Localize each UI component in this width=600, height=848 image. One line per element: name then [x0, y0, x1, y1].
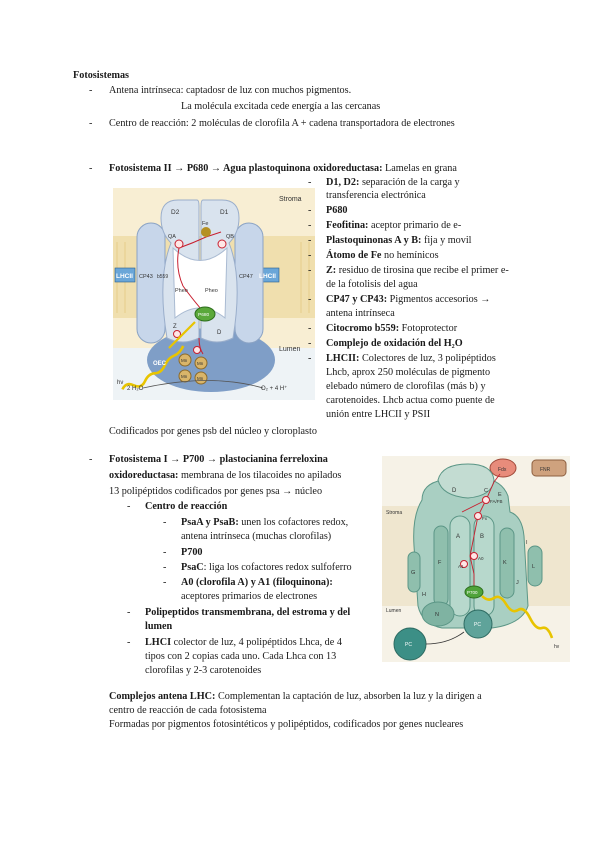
intro-line: Antena intrínseca: captadosr de luz con muchos pigmentos.: [109, 85, 352, 96]
intro-line: Centro de reacción: 2 moléculas de clorofila A + cadena transportadora de electrones: [109, 118, 455, 129]
label-h: H: [422, 592, 426, 598]
label-k: K: [503, 560, 507, 566]
a0-cofactor: [471, 553, 478, 560]
ps2-item: - Z: residuo de tirosina que recibe el primer e-: [308, 265, 509, 276]
ps2-footer: Codificados por genes psb del núcleo y cloroplasto: [109, 426, 317, 437]
hv-label: hν: [117, 380, 124, 386]
ps1-sub-item: A0 (clorofila A) y A1 (filoquinona):: [181, 577, 333, 588]
ps1-stroma-label: Stroma: [386, 510, 403, 516]
ps1-line: 13 polipéptidos codificados por genes psa → núcleo: [109, 486, 323, 497]
label-fab: FA/FB: [490, 499, 503, 504]
d-label: D: [217, 330, 222, 336]
fe-cofactor: [201, 227, 211, 237]
label-a1: A1: [458, 564, 464, 569]
pheo-left-label: Pheo: [175, 288, 188, 294]
label-fx: Fx: [482, 516, 487, 521]
ps1-dash: -: [127, 607, 131, 618]
qa-cofactor: [175, 240, 183, 248]
label-j: J: [516, 580, 519, 586]
fe-label: Fe: [202, 221, 209, 227]
label-g: G: [411, 570, 416, 576]
d2-label: D2: [171, 209, 180, 216]
qb-label: QB: [226, 234, 234, 240]
fab-cofactor: [483, 497, 490, 504]
ps1-sub-dash: -: [163, 577, 167, 588]
lhc-line: centro de reacción de cada fotosistema: [109, 705, 267, 716]
cp43-shape: [137, 223, 165, 343]
photosystem-i-diagram: [382, 456, 570, 662]
photosystem-ii-diagram: [113, 188, 315, 400]
ps2-item: - D1, D2: separación de la carga y: [308, 177, 460, 188]
ps2-item: - CP47 y CP43: Pigmentos accesorios →: [308, 294, 491, 305]
ps1-dash: -: [89, 454, 93, 465]
cp43-label: CP43: [139, 274, 153, 280]
label-i: I: [526, 540, 528, 546]
ps2-item: - Feofitina: aceptor primario de e-: [308, 220, 462, 231]
qb-cofactor: [218, 240, 226, 248]
ps2-item: - LHCII: Colectores de luz, 3 polipéptidos: [308, 353, 496, 364]
intro-line: La molécula excitada cede energía a las cercanas: [181, 101, 381, 112]
label-l: L: [532, 564, 536, 570]
water-label: 2 H₂O: [127, 386, 144, 392]
lhci-line: LHCI colector de luz, 4 polipéptidos Lhca, de 4: [145, 637, 342, 648]
mn-label: Mn: [197, 376, 204, 381]
ps2-item: de la fotolisis del agua: [326, 279, 418, 290]
label-e: E: [498, 492, 502, 498]
subunit-b: [474, 516, 494, 616]
label-pc-bound: PC: [474, 622, 481, 628]
label-p700: P700: [467, 590, 478, 595]
cp47-label: CP47: [239, 274, 253, 280]
ps2-item: unión entre LHCII y PSII: [326, 409, 431, 420]
intro-dash: -: [89, 85, 93, 96]
ps2-item: transferencia electrónica: [326, 190, 426, 201]
cp47-shape: [235, 223, 263, 343]
ps1-title-line2: oxidoreductasa: membrana de los tilacoides no apilados: [109, 470, 342, 481]
ps1-sub-item: aceptores primarios de electrones: [181, 591, 318, 602]
ps2-item: - Citocromo b559: Fotoprotector: [308, 323, 458, 334]
mn-label: Mn: [181, 358, 188, 363]
lumen-label: Lumen: [279, 346, 301, 353]
ps2-item: elebado número de clorofilas (más b) y: [326, 381, 486, 392]
lhc-line: Complejos antena LHC: Complementan la captación de luz, absorben la luz y la dirigen a: [109, 691, 482, 702]
ps2-item: - Átomo de Fe no hemínicos: [308, 250, 439, 261]
stroma-label: Stroma: [279, 196, 302, 203]
ps1-sub-item: PsaC: liga los cofactores redox sulfoferro: [181, 562, 352, 573]
fnr-label: FNR: [540, 467, 551, 473]
ps1-lumen-label: Lumen: [386, 608, 402, 614]
ps1-sub-dash: -: [163, 562, 167, 573]
label-n: N: [435, 612, 439, 618]
label-a0: A0: [478, 556, 484, 561]
ps1-hv-label: hν: [554, 644, 560, 650]
pheo-right-label: Pheo: [205, 288, 218, 294]
d-cofactor: [194, 347, 201, 354]
ps2-item: Lhcb, aprox 250 moléculas de pigmento: [326, 367, 491, 378]
label-c: C: [484, 488, 488, 494]
section-heading: Fotosistemas: [73, 70, 130, 81]
ps1-dash: -: [127, 501, 131, 512]
ps2-item: - Complejo de oxidación del H₂O: [308, 338, 463, 349]
label-a: A: [456, 534, 461, 540]
ps2-item: antena intrínseca: [326, 308, 395, 319]
subunit-f: [434, 526, 448, 606]
lhcii-left-label: LHCII: [116, 273, 133, 280]
ps2-item-list: [308, 176, 538, 422]
ps2-item: - P680: [308, 205, 348, 216]
b559-label: b559: [157, 274, 169, 280]
qa-label: QA: [168, 234, 176, 240]
ps1-title-line1: Fotosistema I → P700 → plastocianina ferreloxina: [109, 454, 328, 465]
ps1-poly-line: Polipeptidos transmembrana, del estroma y del: [145, 607, 351, 618]
ps1-sub-item: P700: [181, 547, 203, 558]
ps1-sub-dash: -: [163, 517, 167, 528]
ps1-poly-line: lumen: [145, 621, 173, 632]
oxygen-label: O₂ + 4 H⁺: [261, 386, 288, 392]
ps2-title-rest: Lamelas en grana: [382, 163, 457, 174]
lhci-line: tipos con 2 copias cada uno. Cada Lhca con 13: [145, 651, 337, 662]
label-b: B: [480, 534, 485, 540]
label-pc-free: PC: [405, 642, 412, 648]
ps2-title: [109, 162, 457, 175]
ps1-center-heading: Centro de reacción: [145, 501, 228, 512]
ps1-sub-item: PsaA y PsaB: unen los cofactores redox,: [181, 517, 349, 528]
ps2-title-bold: Fotosistema II → P680 → Agua plastoquinona oxidoreductasa:: [109, 163, 383, 174]
ps1-sub-dash: -: [163, 547, 167, 558]
mn-label: Mn: [181, 374, 188, 379]
fdx-label: Fdx: [498, 467, 507, 473]
p680-label: P680: [198, 313, 210, 318]
oec-label: OEC: [153, 361, 167, 367]
intro-dash: -: [89, 118, 93, 129]
mn-label: Mn: [197, 361, 204, 366]
fx-cofactor: [475, 513, 482, 520]
d1-label: D1: [220, 209, 229, 216]
ps1-sub-item: antena intrínseca (muchas clorofilas): [181, 531, 332, 542]
lhcii-right-label: LHCII: [259, 273, 276, 280]
lhci-line: clorofilas y 2-3 carotenoides: [145, 665, 262, 676]
label-d: D: [452, 488, 457, 494]
lhc-line: Formadas por pigmentos fotosintéticos y polipéptidos, codificados por genes nucleares: [109, 719, 464, 730]
ps1-dash: -: [127, 637, 131, 648]
ps2-item: carotenoides. Lhcb actua como puente de: [326, 395, 495, 406]
z-label: Z: [173, 324, 177, 330]
ps2-dash: -: [89, 163, 93, 174]
ps2-item: - Plastoquinonas A y B: fija y movil: [308, 235, 472, 246]
label-f: F: [438, 560, 442, 566]
